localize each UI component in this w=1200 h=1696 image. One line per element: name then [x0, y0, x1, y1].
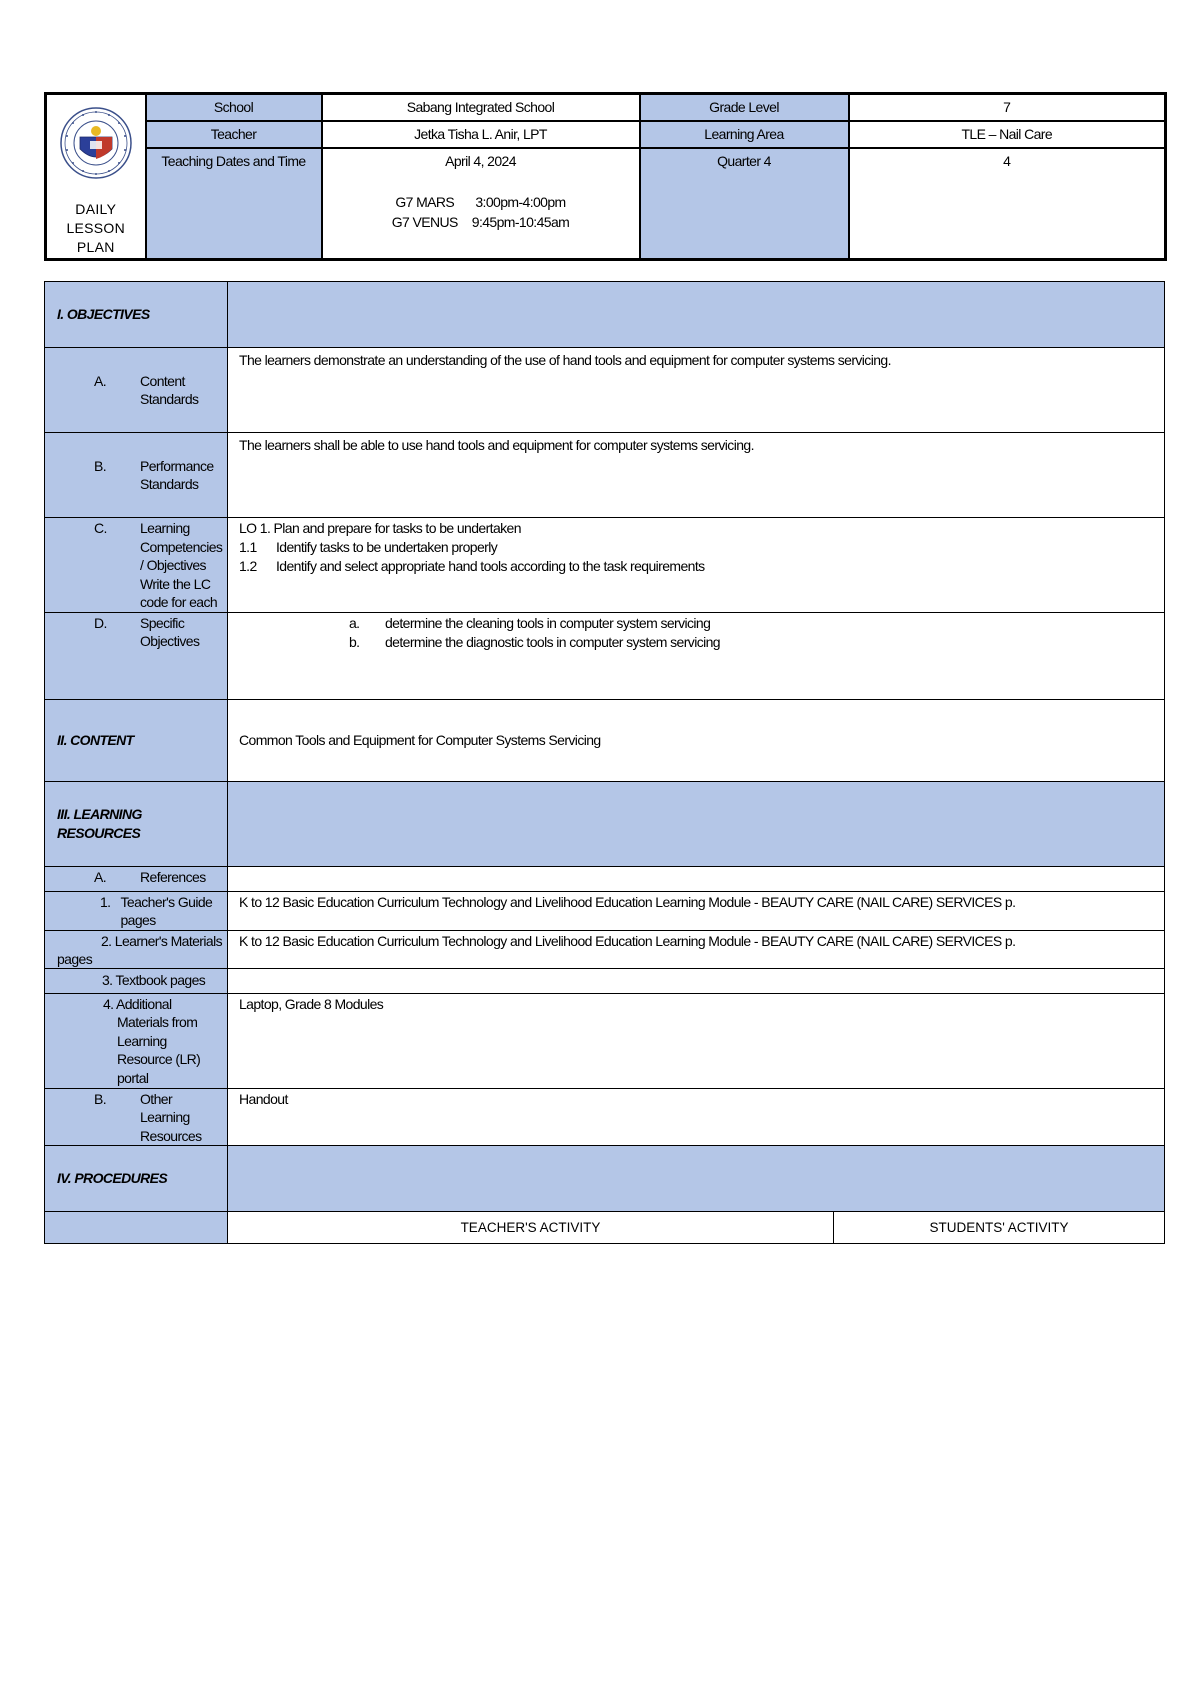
- procedures-blank-label: [45, 1212, 228, 1244]
- item-letter: A.: [94, 868, 107, 885]
- learners-materials-label: [45, 930, 228, 968]
- item-letter: D.: [94, 614, 107, 631]
- learning-area-value: TLE – Nail Care: [849, 121, 1166, 148]
- textbook-pages-label: 3. Textbook pages: [45, 968, 228, 993]
- item-letter: B.: [94, 457, 107, 474]
- item-label: Other Learning Resources: [140, 1090, 202, 1144]
- list-item: [349, 633, 1154, 652]
- item-label: Learning Competencies / Objectives Write the LC code for each: [140, 520, 223, 610]
- objectives-heading-fill: [228, 282, 1165, 348]
- item-label: Performance Standards: [140, 457, 214, 492]
- teaching-dates-value: [322, 148, 640, 260]
- learning-area-label: Learning Area: [640, 121, 849, 148]
- references-label: [45, 866, 228, 891]
- teacher-value: Jetka Tisha L. Anir, LPT: [322, 121, 640, 148]
- learning-resources-heading-fill: [228, 781, 1165, 866]
- schedule-group: G7 MARS: [395, 194, 455, 210]
- date-value: April 4, 2024: [445, 153, 516, 169]
- specific-objectives-label: [45, 612, 228, 699]
- teaching-dates-label: Teaching Dates and Time: [146, 148, 322, 260]
- content-text: Common Tools and Equipment for Computer Systems Servicing: [228, 699, 1165, 781]
- learners-materials-text: K to 12 Basic Education Curriculum Technology and Livelihood Education Learning Module - BEAUTY CARE (NAIL CARE) SERVICES p.: [228, 930, 1165, 968]
- grade-level-value: 7: [849, 94, 1166, 122]
- list-text: determine the diagnostic tools in computer system servicing: [385, 633, 720, 650]
- teachers-guide-text: K to 12 Basic Education Curriculum Technology and Livelihood Education Learning Module - BEAUTY CARE (NAIL CARE) SERVICES p.: [228, 891, 1165, 930]
- list-num: a.: [349, 614, 360, 631]
- item-label: References: [140, 868, 206, 885]
- item-letter: B.: [94, 1090, 107, 1107]
- list-num: b.: [349, 633, 360, 650]
- specific-objectives-text: [228, 612, 1165, 699]
- item-label: Content Standards: [140, 372, 199, 407]
- schedule-group: G7 VENUS: [391, 214, 458, 230]
- students-activity-header: STUDENTS' ACTIVITY: [834, 1212, 1165, 1244]
- quarter-label: Quarter 4: [640, 148, 849, 260]
- references-value: [228, 866, 1165, 891]
- list-num: 1.2: [239, 558, 257, 574]
- list-text: determine the cleaning tools in computer system servicing: [385, 614, 711, 631]
- textbook-pages-text: [228, 968, 1165, 993]
- item-num: 1.: [100, 893, 111, 910]
- content-standards-label: [45, 348, 228, 433]
- item-label: 2. Learner's Materials pages: [57, 932, 222, 967]
- school-value: Sabang Integrated School: [322, 94, 640, 122]
- list-text: Identify and select appropriate hand tools according to the task requirements: [276, 558, 705, 574]
- item-label: 4. Additional Materials from Learning Resource (LR) portal: [103, 995, 201, 1086]
- daily-lesson-plan-title: [47, 200, 145, 257]
- learning-competencies-text: [228, 518, 1165, 613]
- item-label: Teacher's Guide pages: [120, 893, 213, 928]
- list-text: Identify tasks to be undertaken properly: [276, 539, 498, 555]
- school-label: School: [146, 94, 322, 122]
- additional-materials-label: [45, 993, 228, 1088]
- schedule: [323, 192, 639, 232]
- quarter-value: 4: [849, 148, 1166, 260]
- header-table: [44, 92, 1167, 261]
- teachers-activity-header: TEACHER'S ACTIVITY: [228, 1212, 834, 1244]
- list-num: 1.1: [239, 539, 257, 555]
- item-letter: A.: [94, 372, 107, 389]
- list-item: [239, 557, 1154, 576]
- logo-title-cell: [46, 94, 146, 260]
- learning-resources-heading: III. LEARNING RESOURCES: [45, 781, 228, 866]
- objectives-heading: I. OBJECTIVES: [45, 282, 228, 348]
- content-heading: II. CONTENT: [45, 699, 228, 781]
- title-line: LESSON: [66, 220, 126, 236]
- additional-materials-text: Laptop, Grade 8 Modules: [228, 993, 1165, 1088]
- deped-seal-logo: [60, 107, 132, 179]
- schedule-time: 9:45pm-10:45am: [471, 214, 570, 230]
- schedule-time: 3:00pm-4:00pm: [475, 194, 566, 210]
- performance-standards-label: [45, 433, 228, 518]
- learning-competencies-label: [45, 518, 228, 613]
- performance-standards-text: The learners shall be able to use hand tools and equipment for computer systems servicing.: [228, 433, 1165, 518]
- list-item: [239, 538, 1154, 557]
- content-standards-text: The learners demonstrate an understanding of the use of hand tools and equipment for computer systems servicing.: [228, 348, 1165, 433]
- lesson-plan-table: [44, 281, 1165, 1244]
- other-resources-text: Handout: [228, 1088, 1165, 1146]
- procedures-heading-fill: [228, 1146, 1165, 1212]
- item-label: Specific Objectives: [140, 614, 200, 649]
- title-line: DAILY: [75, 201, 117, 217]
- learning-outcome: LO 1. Plan and prepare for tasks to be undertaken: [239, 520, 521, 536]
- title-line: PLAN: [76, 239, 115, 255]
- procedures-heading: IV. PROCEDURES: [45, 1146, 228, 1212]
- teacher-label: Teacher: [146, 121, 322, 148]
- other-resources-label: [45, 1088, 228, 1146]
- item-letter: C.: [94, 520, 107, 536]
- grade-level-label: Grade Level: [640, 94, 849, 122]
- teachers-guide-label: [45, 891, 228, 930]
- list-item: [349, 614, 1154, 633]
